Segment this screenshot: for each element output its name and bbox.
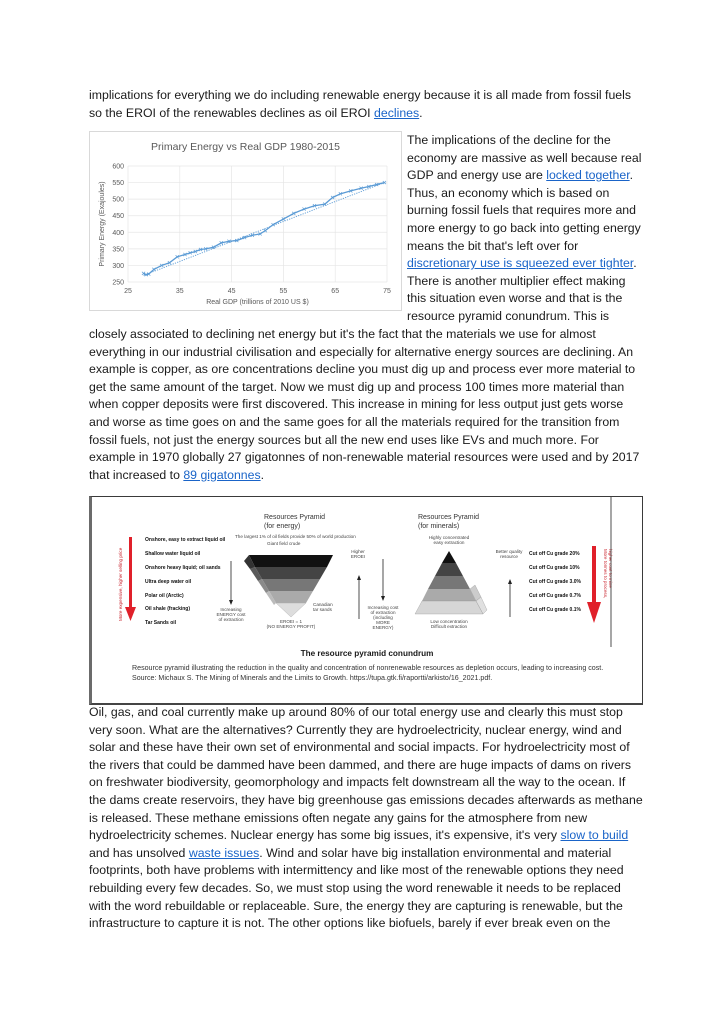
svg-text:75: 75 bbox=[383, 288, 391, 295]
svg-text:450: 450 bbox=[112, 213, 124, 221]
figure-caption: Resource pyramid illustrating the reduction in the quality and concentration of nonrenewable resources as depletion occurs, leading to increasing cost. Source: Michaux S. The Mining of Minerals and the Limits to Growth. https://tupa.gtk.fi/raportti/arkisto/16_2021.pdf. bbox=[132, 664, 604, 682]
paragraph-alternatives: Oil, gas, and coal currently make up around 80% of our total energy use and clearly this must stop very soon. What are the alternatives? Currently they are hydroelectricity, nuclear energy, wind and solar and these have their own set of environmental and social impacts. For hydroelectricity most of the rivers that could be dammed have been dammed, and there are huge impacts of dams on rivers on freshwater biodiversity, geomorphology and impacts felt downstream all the way to the ocean. If the dams create reservoirs, they have big greenhouse gas emissions decades afterwards as methane is released. These methane emissions often negate any gains for the atmosphere from new hydroelectricity schemes. Nuclear energy has some big issues, it's expensive, it's very slow to build and has unsolved waste issues. Wind and solar have big installation environmental and material footprints, both have problems with intermittency and like most of the renewable options they need rebuilding every few decades. So, we must stop using the word renewable it needs to be replaced with the word rebuildable or replaceable. Sure, the energy they are capturing is renewable, but the infrastructure to capture it is not. The other options like biofuels, barely if ever break even on the bbox=[89, 705, 643, 931]
down-arrow-icon bbox=[381, 559, 385, 601]
link-waste-issues[interactable]: waste issues bbox=[188, 845, 260, 860]
svg-text:ENERGY): ENERGY) bbox=[372, 625, 394, 630]
up-arrow-icon bbox=[508, 579, 512, 617]
svg-text:55: 55 bbox=[279, 288, 288, 295]
primary-energy-vs-gdp-chart bbox=[89, 131, 402, 311]
svg-text:(for energy): (for energy) bbox=[264, 523, 301, 530]
svg-text:300: 300 bbox=[112, 262, 124, 270]
svg-text:MORE: MORE bbox=[376, 620, 390, 625]
mineral-level: Cut off Cu grade 3.0% bbox=[529, 579, 581, 585]
mineral-level: Cut off Cu grade 0.1% bbox=[529, 607, 581, 613]
right-red-arrow-icon bbox=[587, 546, 601, 623]
svg-text:Increasing cost: Increasing cost bbox=[367, 605, 399, 610]
svg-text:550: 550 bbox=[112, 180, 124, 188]
up-arrow-icon bbox=[357, 575, 361, 619]
svg-text:More tonnes to process,: More tonnes to process, bbox=[603, 549, 608, 599]
svg-text:Better quality: Better quality bbox=[495, 549, 523, 554]
svg-text:EROEI = 1: EROEI = 1 bbox=[279, 619, 303, 624]
chart-title: Primary Energy vs Real GDP 1980-2015 bbox=[151, 141, 340, 153]
svg-text:(including: (including bbox=[373, 615, 393, 620]
link-89-gigatonnes[interactable]: 89 gigatonnes bbox=[183, 467, 261, 482]
svg-text:45: 45 bbox=[227, 288, 236, 295]
svg-text:Canadian: Canadian bbox=[313, 602, 333, 607]
energy-level: Shallow water liquid oil bbox=[145, 551, 201, 557]
link-declines[interactable]: declines bbox=[374, 105, 420, 120]
paragraph-copper: closely associated to declining net energy but it's the fact that the materials we use for almost everything in our industrial civilisation and especially for alternative energy sources are declining. An example is copper, as ore concentrations decline you must dig up and process ever more material to get the same amount of the target. Now we must dig up and process 100 times more material than when copper deposits were first discovered. This increase in mining for less output just gets worse and worse as time goes on and the same goes for all the materials required for the transition from fossil fuels, not just the energy sources but all the new end uses like EVs and much more. For example in 1970 globally 27 gigatonnes of non-renewable material resources were used and by 2017 that increased to 89 gigatonnes. bbox=[89, 327, 640, 482]
svg-text:The largest 1% of oil fields p: The largest 1% of oil fields provide 50% of world production bbox=[235, 534, 356, 539]
energy-level: Oil shale (fracking) bbox=[145, 606, 191, 612]
svg-text:Higher: Higher bbox=[351, 549, 365, 554]
resource-pyramid-diagram bbox=[92, 497, 638, 647]
svg-text:65: 65 bbox=[331, 288, 340, 295]
svg-text:ENERGY cost: ENERGY cost bbox=[216, 612, 246, 617]
left-red-arrow-label: More expensive, higher selling price bbox=[118, 547, 123, 621]
mineral-level: Cut off Cu grade 20% bbox=[529, 551, 580, 557]
svg-text:(for minerals): (for minerals) bbox=[418, 523, 460, 530]
svg-text:350: 350 bbox=[112, 246, 124, 254]
svg-text:250: 250 bbox=[112, 279, 124, 287]
svg-text:(NO ENERGY PROFIT): (NO ENERGY PROFIT) bbox=[266, 624, 316, 629]
resource-pyramid-figure bbox=[89, 496, 643, 705]
link-locked-together[interactable]: locked together bbox=[546, 168, 630, 183]
energy-level: Onshore, easy to extract liquid oil bbox=[145, 537, 226, 543]
svg-text:tar sands: tar sands bbox=[313, 607, 332, 612]
svg-text:Highly concentrated: Highly concentrated bbox=[428, 535, 470, 540]
energy-level: Ultra deep water oil bbox=[145, 579, 192, 585]
energy-level: Tar Sands oil bbox=[145, 620, 177, 626]
mineral-level: Cut off Cu grade 10% bbox=[529, 565, 580, 571]
svg-text:of extraction: of extraction bbox=[218, 617, 244, 622]
svg-text:Low concentration: Low concentration bbox=[430, 619, 468, 624]
left-red-arrow-icon bbox=[125, 537, 136, 621]
svg-text:Giant field crude: Giant field crude bbox=[267, 541, 301, 546]
svg-text:Primary Energy (Exajoules): Primary Energy (Exajoules) bbox=[99, 181, 106, 267]
svg-text:higher cost to mine: higher cost to mine bbox=[608, 549, 613, 588]
paragraph-gdp-energy: The implications of the decline for the economy are massive as well because real GDP and energy use are locked together. Thus, an economy which is based on burning fossil fuels that requires more and more energy to go back into getting energy means the bit that's left over for discretionary use is squeezed ever tighter. There is another multiplier effect making this situation even worse and that is the resource pyramid conundrum. This is bbox=[407, 133, 642, 323]
energy-level: Polar oil (Arctic) bbox=[145, 593, 184, 599]
svg-text:EROEI: EROEI bbox=[350, 554, 366, 559]
paragraph-eroi: implications for everything we do including renewable energy because it is all made from fossil fuels so the EROI of the renewables declines as oil EROI declines. bbox=[89, 88, 632, 120]
svg-text:500: 500 bbox=[112, 196, 124, 204]
svg-text:of extraction: of extraction bbox=[370, 610, 396, 615]
svg-text:resource: resource bbox=[500, 554, 518, 559]
mineral-pyramid bbox=[415, 551, 487, 614]
chart-plot bbox=[90, 132, 401, 310]
down-arrow-icon bbox=[229, 561, 233, 605]
svg-text:easy extraction: easy extraction bbox=[433, 540, 465, 545]
svg-text:35: 35 bbox=[175, 288, 184, 295]
left-pyramid-title: Resources Pyramid bbox=[264, 514, 326, 521]
svg-text:Difficult extraction: Difficult extraction bbox=[430, 624, 468, 629]
svg-text:Real GDP (trillions of 2010 US: Real GDP (trillions of 2010 US $) bbox=[206, 299, 309, 306]
mineral-level: Cut off Cu grade 0.7% bbox=[529, 593, 581, 599]
energy-level: Onshore heavy liquid; oil sands bbox=[145, 565, 221, 571]
svg-text:25: 25 bbox=[124, 288, 132, 295]
svg-text:Increasing: Increasing bbox=[220, 607, 242, 612]
figure-caption-title: The resource pyramid conundrum bbox=[300, 649, 434, 658]
right-pyramid-title: Resources Pyramid bbox=[418, 514, 480, 521]
svg-text:600: 600 bbox=[112, 163, 124, 171]
link-slow-to-build[interactable]: slow to build bbox=[560, 828, 629, 843]
svg-text:400: 400 bbox=[112, 229, 124, 237]
link-discretionary-use[interactable]: discretionary use is squeezed ever tighter bbox=[407, 256, 634, 271]
